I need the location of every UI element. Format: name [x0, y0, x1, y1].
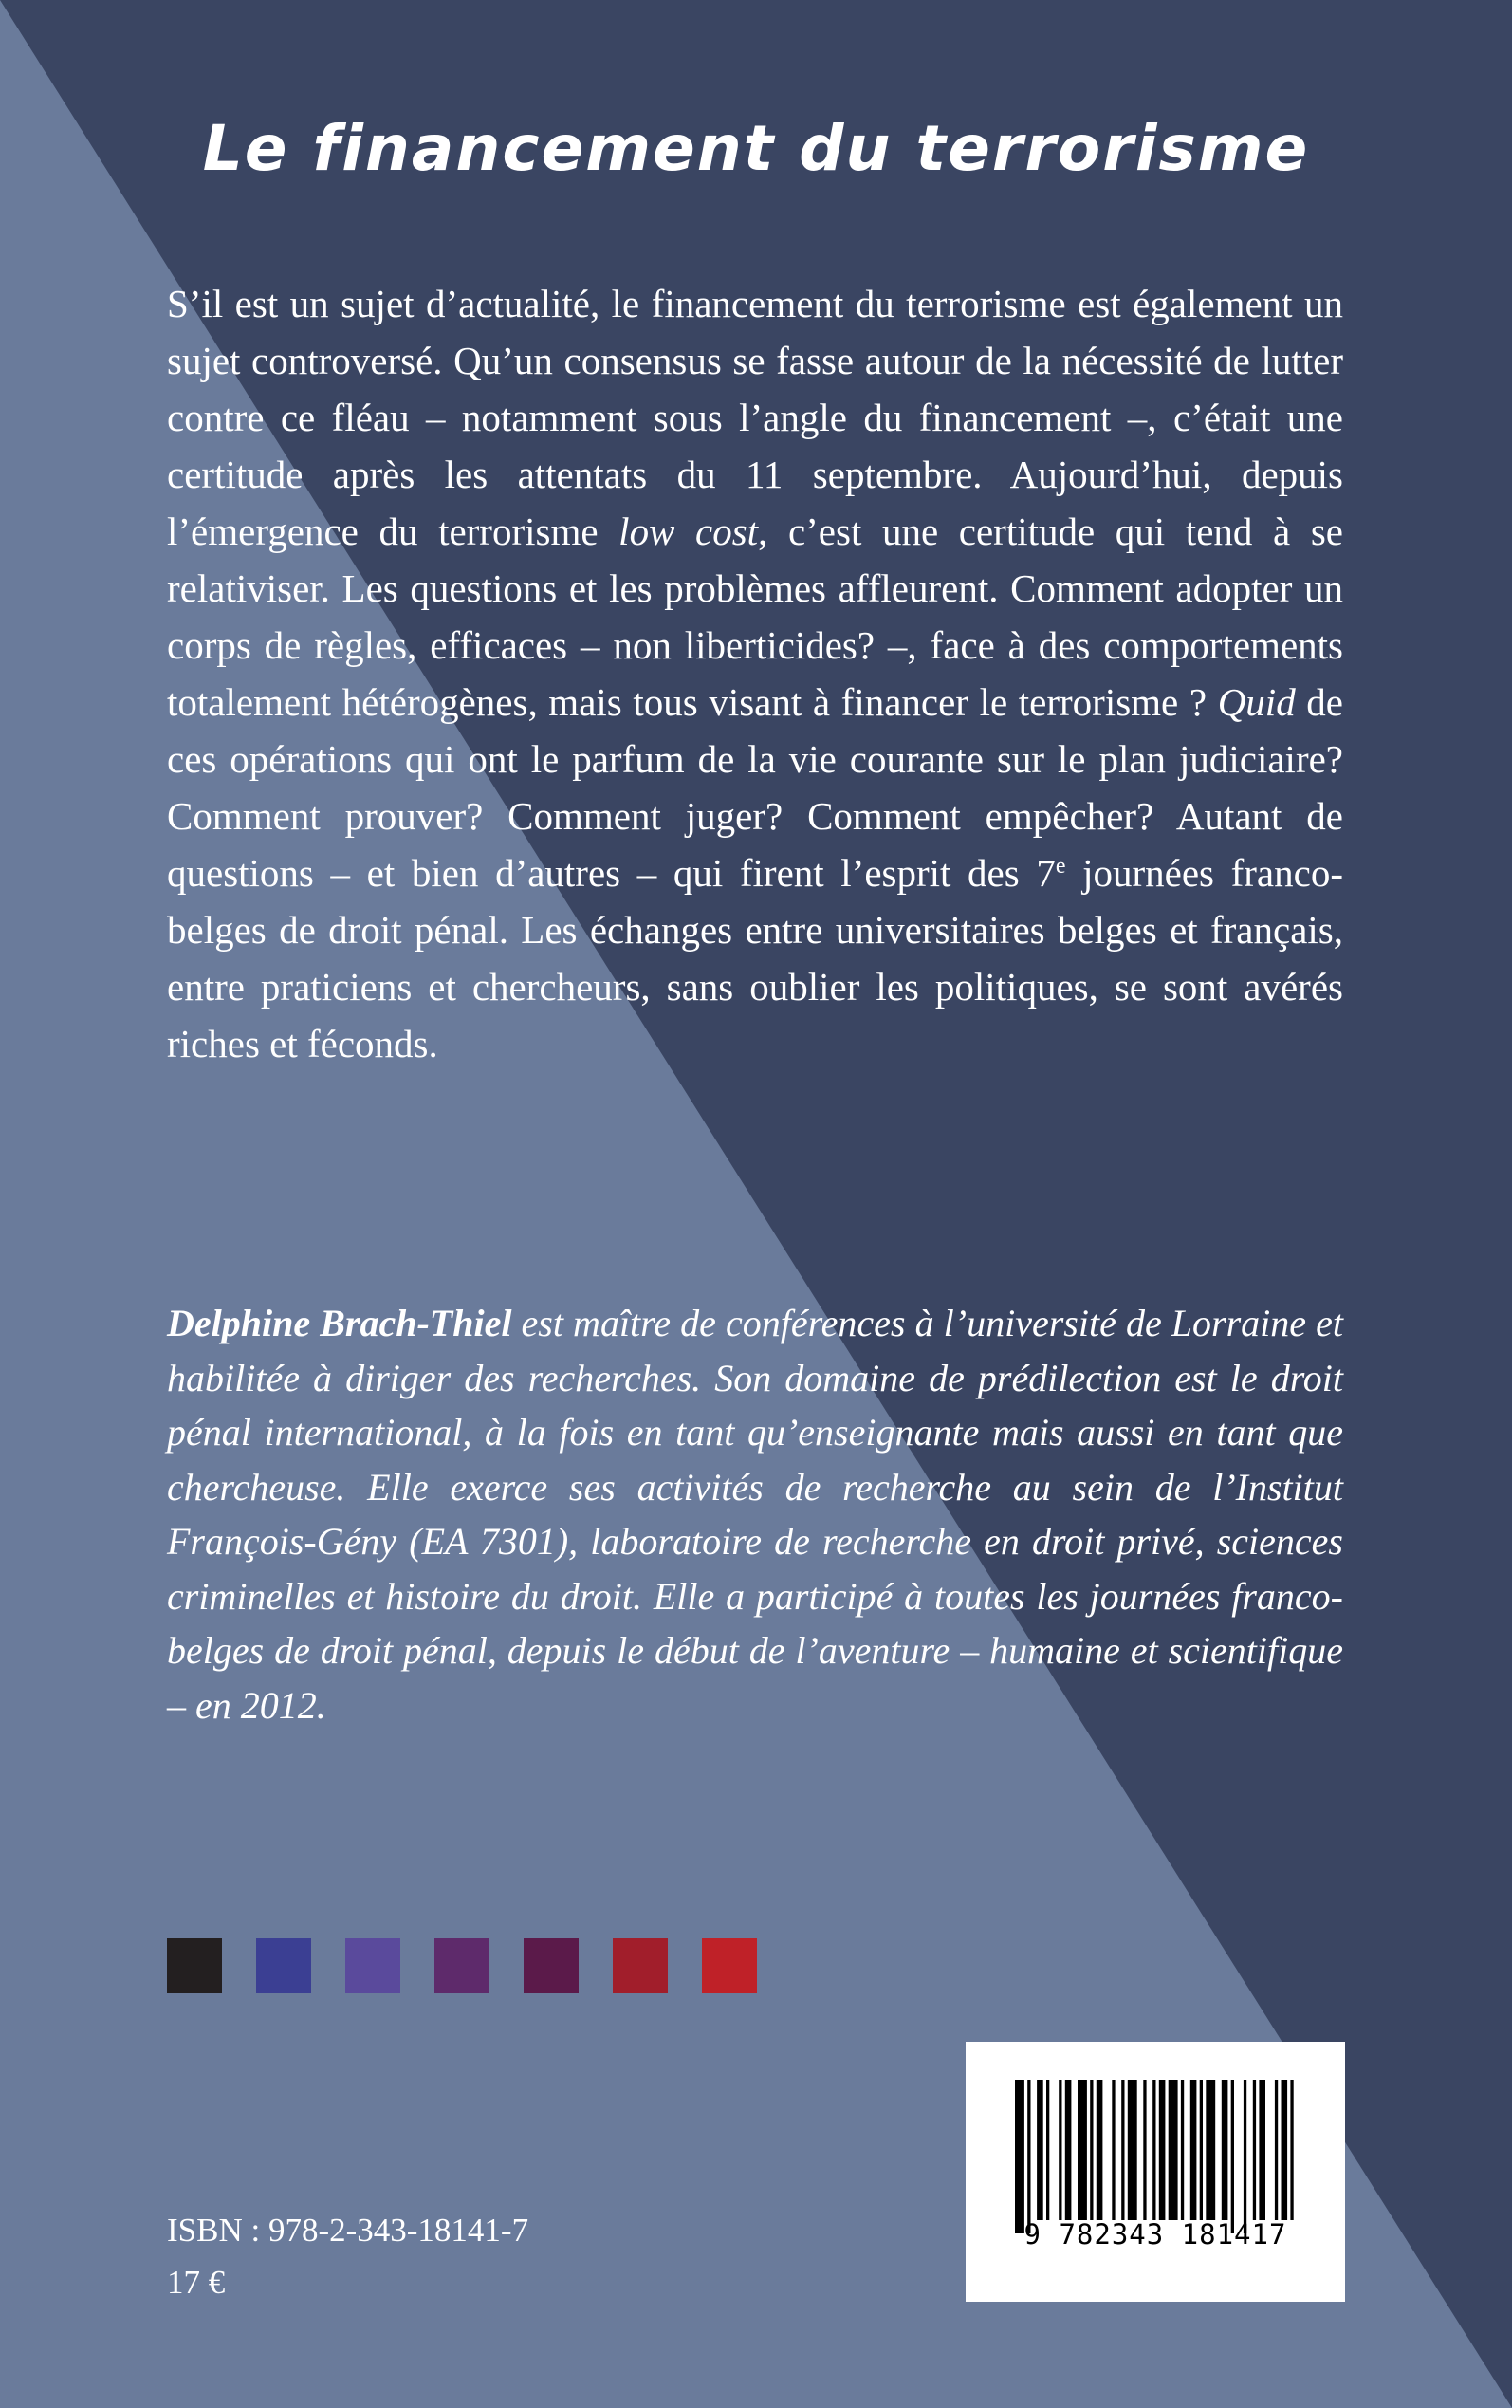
- blurb-segment: e: [1055, 854, 1066, 879]
- barcode-bar: [1152, 2080, 1155, 2220]
- barcode-bar: [1222, 2080, 1228, 2220]
- barcode-bar: [1169, 2080, 1178, 2220]
- barcode-bar: [1128, 2080, 1137, 2220]
- barcode-bar: [1112, 2080, 1115, 2220]
- barcode-bars: [966, 2042, 1345, 2302]
- barcode-bar: [1027, 2080, 1030, 2233]
- color-swatch: [434, 1938, 489, 1993]
- color-swatch: [256, 1938, 311, 1993]
- color-swatch: [345, 1938, 400, 1993]
- book-title: Le financement du terrorisme: [202, 112, 1310, 185]
- barcode-bar: [1200, 2080, 1203, 2220]
- price-label: 17 €: [167, 2264, 226, 2301]
- barcode-bar: [1059, 2080, 1061, 2220]
- barcode-bar: [1078, 2080, 1087, 2220]
- color-swatch: [524, 1938, 579, 1993]
- barcode-bar: [1037, 2080, 1043, 2220]
- barcode-panel: [966, 2042, 1345, 2302]
- color-swatch: [613, 1938, 668, 1993]
- blurb-segment: low cost: [618, 509, 759, 553]
- barcode-bar: [1090, 2080, 1093, 2220]
- barcode-bar: [1275, 2080, 1278, 2220]
- barcode-bar: [1259, 2080, 1265, 2220]
- barcode-bar: [1159, 2080, 1166, 2220]
- blurb-segment: de ces opérations qui ont le parfum de la vie courante sur le plan judiciaire? Comment prouver? Comment juger? Comment empêcher? Autant de questions – et bien d’autres – qui firent l’esprit des 7: [167, 680, 1343, 895]
- blurb-segment: , c’est une certitude qui tend à se relativiser. Les questions et les problèmes affleurent. Comment adopter un corps de règles, efficaces – non liberticides? –, face à des comportements totalement hétérogènes, mais tous visant à financer le terrorisme ?: [167, 509, 1343, 724]
- barcode-bar: [1190, 2080, 1197, 2220]
- barcode-bar: [1244, 2080, 1246, 2233]
- barcode-bar: [1231, 2080, 1234, 2233]
- color-swatch: [702, 1938, 757, 1993]
- blurb-segment: S’il est un sujet d’actualité, le financement du terrorisme est également un sujet controversé. Qu’un consensus se fasse autour de la nécessité de lutter contre ce fléau – notamment sous l’angle du financement –, c’était une certitude après les attentats du 11 septembre. Aujourd’hui, depuis l’émergence du terrorisme: [167, 282, 1343, 553]
- barcode-bar: [1143, 2080, 1146, 2220]
- blurb-segment: Quid: [1217, 680, 1296, 724]
- blurb-segment: journées franco-belges de droit pénal. Les échanges entre universitaires belges et français, entre praticiens et chercheurs, sans oublier les politiques, se sont avérés riches et féconds.: [167, 851, 1343, 1065]
- barcode-bar: [1121, 2080, 1124, 2220]
- barcode-bar: [1206, 2080, 1215, 2220]
- barcode-bar: [1015, 2080, 1024, 2233]
- barcode-number: 9 782343 181417: [1023, 2218, 1287, 2251]
- barcode-bar: [1097, 2080, 1103, 2220]
- barcode-bar: [1253, 2080, 1256, 2220]
- barcode-bar: [1290, 2080, 1293, 2220]
- author-name: Delphine Brach-Thiel: [167, 1302, 512, 1344]
- barcode-bar: [1282, 2080, 1288, 2220]
- barcode-bar: [1065, 2080, 1072, 2220]
- barcode-bar: [1181, 2080, 1184, 2220]
- color-swatch: [167, 1938, 222, 1993]
- author-bio: [167, 1296, 1343, 1732]
- author-bio-text: est maître de conférences à l’université de Lorraine et habilitée à diriger des recherches. Son domaine de prédilection est le droit pénal international, à la fois en tant qu’enseignante mais aussi en tant que chercheuse. Elle exerce ses activités de recherche au sein de l’Institut François-Gény (EA 7301), laboratoire de recherche en droit privé, sciences criminelles et histoire du droit. Elle a participé à toutes les journées franco-belges de droit pénal, depuis le début de l’aventure – humaine et scientifique – en 2012.: [167, 1302, 1343, 1727]
- blurb-text: [167, 275, 1343, 1072]
- barcode-bar: [1046, 2080, 1049, 2220]
- isbn-label: ISBN : 978-2-343-18141-7: [167, 2212, 529, 2249]
